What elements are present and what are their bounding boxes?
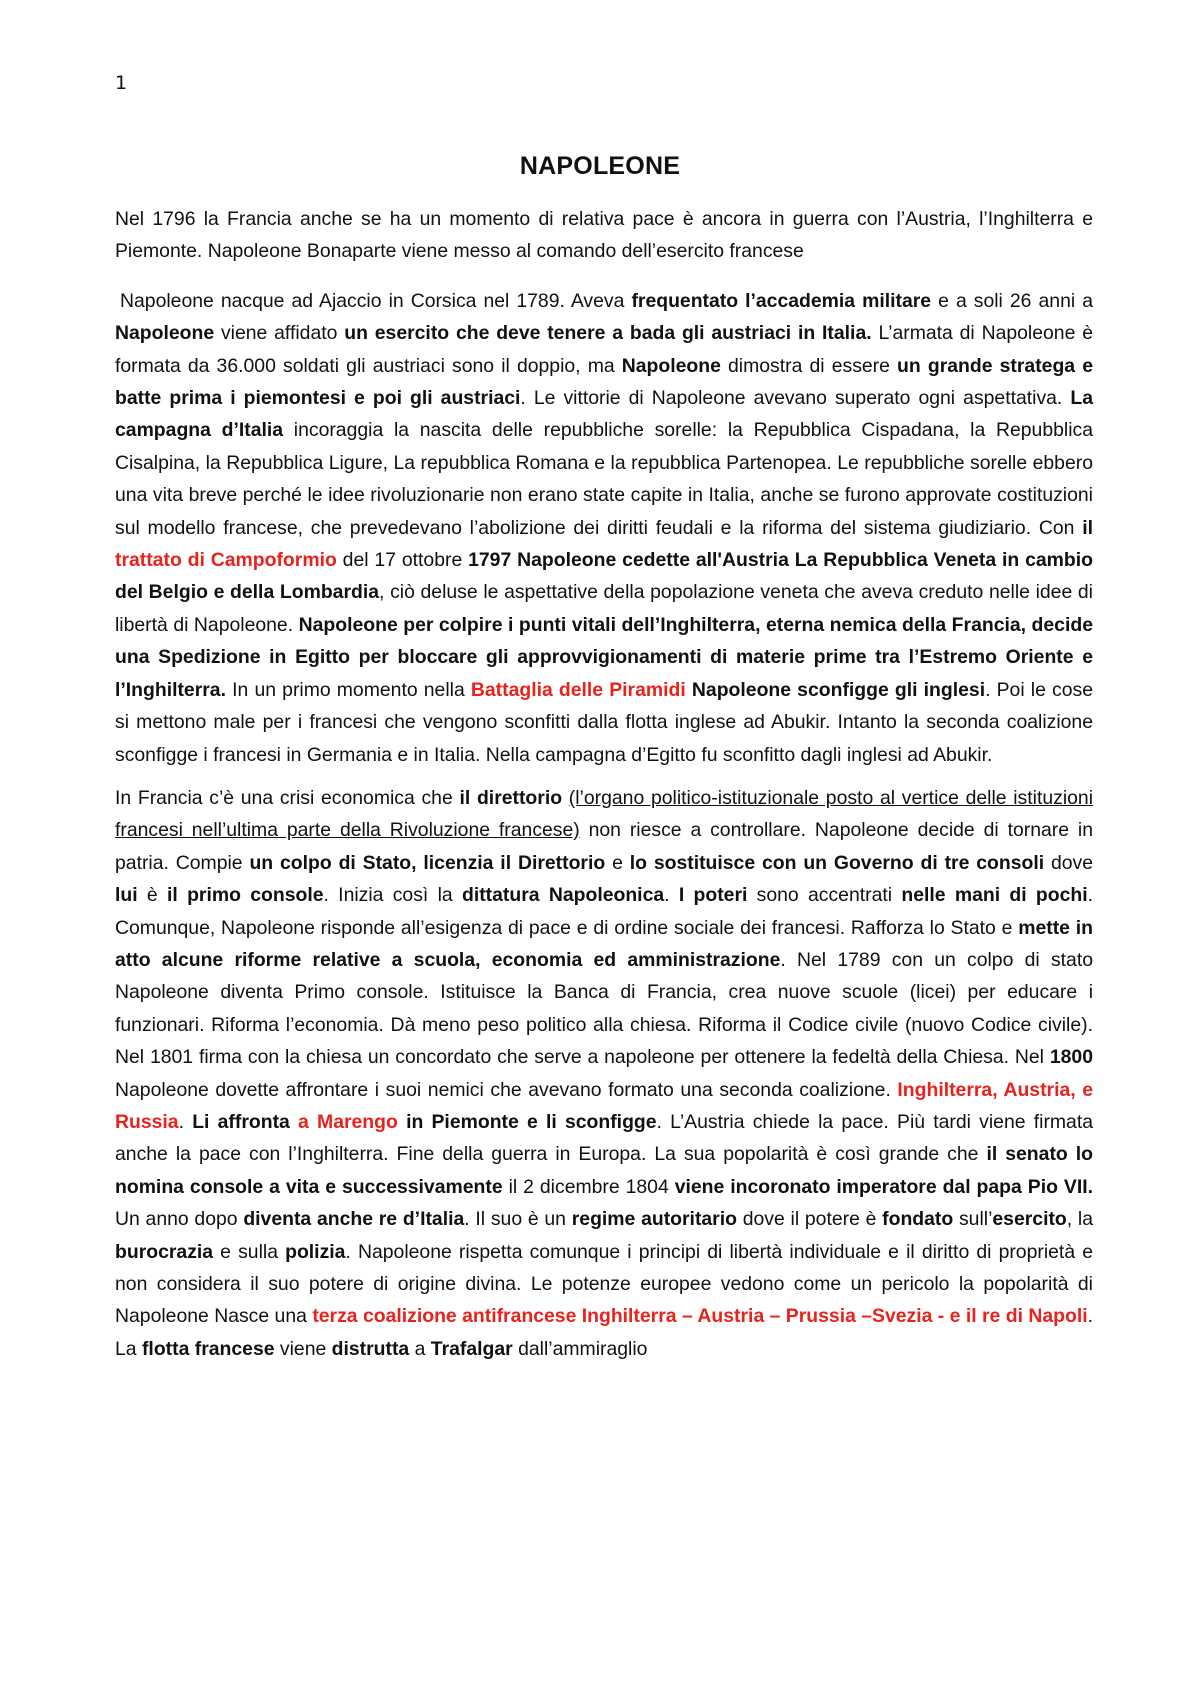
text-run: e a soli 26 anni a — [931, 289, 1093, 312]
bold-run: 1800 — [1049, 1046, 1093, 1069]
bold-run: fondato — [882, 1208, 954, 1231]
bold-run: il direttorio — [459, 786, 563, 809]
text-run: . L’Austria chiede la pace. Più tardi viene firmata anche la pace con l’Inghilterra. Fine della guerra in Europa. La sua popolarità è così grande che — [115, 1110, 1094, 1166]
bold-run: regime autoritario — [571, 1208, 737, 1231]
bold-run: in Piemonte e li sconfigge — [406, 1110, 657, 1133]
bold-run: un esercito che deve tenere a bada gli austriaci in Italia. — [344, 322, 872, 345]
text-run: In Francia c’è una crisi economica che — [115, 786, 460, 809]
bold-run: 1797 Napoleone cedette all'Austria La Repubblica Veneta in cambio del Belgio e della Lombardia — [115, 549, 1093, 604]
text-run: L’armata di Napoleone è formata da 36.000 soldati gli austriaci sono il doppio, ma — [115, 322, 1093, 377]
text-run: . — [178, 1110, 193, 1133]
text-run: . Poi le cose si mettono male per i francesi che vengono sconfitti dalla flotta inglese ad Abukir. Intanto la seconda coalizione sconfigge i francesi in Germania e in Italia. Nella campagna d’Egitto fu sconfitto dagli inglesi ad Abukir. — [115, 678, 1093, 766]
text-run: incoraggia la nascita delle repubbliche sorelle: la Repubblica Cispadana, la Repubblica Cisalpina, la Repubblica Ligure, La repubblica Romana e la repubblica Partenopea. Le repubbliche sorelle ebbero una vita breve perché le idee rivoluzionarie non erano state capite in Italia, anche se furono approvate costituzioni sul modello francese, che prevedevano l’abolizione dei diritti feudali e la riforma del sistema giudiziario. Con — [115, 419, 1094, 539]
bold-run: nelle mani di pochi — [901, 884, 1088, 907]
bold-run: burocrazia — [115, 1240, 214, 1263]
bold-run: La campagna d’Italia — [115, 387, 1094, 442]
text-run: Un anno dopo — [115, 1208, 244, 1231]
bold-run: Trafalgar — [430, 1337, 513, 1360]
text-run: , la — [1066, 1208, 1093, 1231]
bold-run: distrutta — [331, 1337, 410, 1360]
paragraph-napoleon-early-life — [115, 285, 1093, 771]
bold-run: il primo console — [167, 884, 324, 907]
paragraph-intro — [115, 203, 1093, 268]
bold-run: I poteri — [678, 884, 748, 907]
text-run: . Nel 1789 con un colpo di stato Napoleone diventa Primo console. Istituisce la Banca di Francia, crea nuove scuole (licei) per educare i funzionari. Riforma l’economia. Dà meno peso politico alla chiesa. Riforma il Codice civile (nuovo Codice civile). Nel 1801 firma con la chiesa un concordato che serve a napoleone per ottenere la fedeltà della Chiesa. Nel — [115, 948, 1093, 1069]
page-title: NAPOLEONE — [519, 152, 681, 180]
text-run: viene affidato — [214, 322, 345, 345]
page-number: 1 — [115, 72, 128, 94]
paragraph-consulate-empire — [115, 782, 1093, 1365]
text-run: dall’ammiraglio — [512, 1337, 648, 1360]
bold-run: il — [1082, 516, 1093, 539]
text-run: il 2 dicembre 1804 — [502, 1175, 675, 1198]
text-run: è — [137, 884, 167, 907]
text-run: non riesce a controllare. Napoleone decide di tornare in patria. Compie — [115, 819, 1093, 874]
highlight-run: Inghilterra, Austria, e Russia — [115, 1078, 1094, 1133]
text-run: sull’ — [953, 1208, 993, 1231]
bold-run: Li affronta — [192, 1110, 290, 1133]
highlight-run: terza coalizione antifrancese Inghilterra – Austria – Prussia –Svezia - e il re di Napoli — [312, 1305, 1088, 1328]
text-run: . Inizia così la — [323, 884, 462, 907]
bold-run: Napoleone sconfigge gli inglesi — [691, 678, 986, 701]
text-run: . Le vittorie di Napoleone avevano superato ogni aspettativa. — [520, 387, 1071, 410]
bold-run: colpo di Stato, licenzia il Direttorio — [280, 851, 606, 874]
text-run: e sulla — [213, 1240, 286, 1263]
text-run: a — [409, 1337, 431, 1360]
document-body — [115, 203, 1093, 1365]
bold-run: dittatura Napoleonica — [461, 884, 665, 907]
bold-run: il senato lo nomina console a vita e successivamente — [115, 1143, 1093, 1198]
bold-run: viene incoronato imperatore dal papa Pio VII. — [674, 1175, 1093, 1198]
bold-run: Napoleone per colpire i punti vitali dell’Inghilterra, eterna nemica della Francia, decide una Spedizione in Egitto per bloccare gli approvvigionamenti di materie prime tra l’Estremo Oriente e l’Inghilterra. — [115, 613, 1093, 701]
text-run: Nel 1796 la Francia anche se ha un momento di relativa pace è ancora in guerra con l’Austria, l’Inghilterra e Piemonte. Napoleone Bonaparte viene messo al comando dell’esercito francese — [115, 208, 1093, 263]
text-run: e — [605, 851, 630, 874]
text-run — [398, 1111, 406, 1133]
bold-run: flotta francese — [141, 1337, 275, 1360]
text-run: . Il suo è un — [464, 1208, 572, 1231]
text-run: dove il potere è — [736, 1208, 883, 1231]
text-run: sono accentrati — [747, 884, 902, 907]
text-run: . La — [115, 1305, 1093, 1360]
bold-run: diventa anche re d’Italia — [243, 1208, 465, 1231]
bold-run: mette in atto alcune riforme relative a scuola, economia ed amministrazione — [115, 916, 1093, 971]
text-run: dimostra di essere — [720, 354, 898, 377]
text-run: . Napoleone rispetta comunque i principi di libertà individuale e il diritto di proprietà e non considera il suo potere di origine divina. Le potenze europee vedono come un pericolo la popolarità di Napoleone Nasce una — [115, 1240, 1094, 1328]
bold-run: frequentato l’accademia militare — [631, 289, 932, 312]
text-run: del 17 ottobre — [336, 549, 469, 572]
highlight-run: Battaglia delle Piramidi — [470, 678, 686, 701]
text-run: Napoleone dovette affrontare i suoi nemici che avevano formato una seconda coalizione. — [115, 1078, 898, 1101]
text-run: . Comunque, Napoleone risponde all’esigenza di pace e di ordine sociale dei francesi. Rafforza lo Stato e — [115, 884, 1094, 939]
text-run — [562, 787, 569, 809]
text-run: viene — [274, 1337, 332, 1360]
text-run: . — [664, 884, 679, 907]
bold-run: un grande stratega e batte prima i piemontesi e poi gli austriaci — [115, 354, 1093, 410]
underlined-run: (l’organo politico-istituzionale posto al vertice delle istituzioni francesi nell’ultima parte della Rivoluzione francese) — [115, 786, 1093, 842]
text-run — [290, 1111, 298, 1133]
bold-run: un — [249, 851, 280, 874]
text-run: , ciò deluse le aspettative della popolazione veneta che aveva creduto nelle idee di libertà di Napoleone. — [115, 581, 1093, 636]
bold-run: esercito — [992, 1208, 1067, 1231]
bold-run: polizia — [285, 1240, 346, 1263]
bold-run: Napoleone — [621, 354, 721, 377]
bold-run: Napoleone — [115, 322, 215, 345]
highlight-run: a Marengo — [298, 1110, 398, 1133]
bold-run: lo sostituisce con un Governo di tre consoli — [629, 851, 1045, 874]
highlight-run: trattato di Campoformio — [115, 549, 337, 572]
bold-run: lui — [115, 884, 138, 907]
text-run: Napoleone nacque ad Ajaccio in Corsica nel 1789. Aveva — [120, 289, 632, 312]
text-run: In un primo momento nella — [225, 678, 471, 701]
text-run: dove — [1044, 851, 1094, 874]
